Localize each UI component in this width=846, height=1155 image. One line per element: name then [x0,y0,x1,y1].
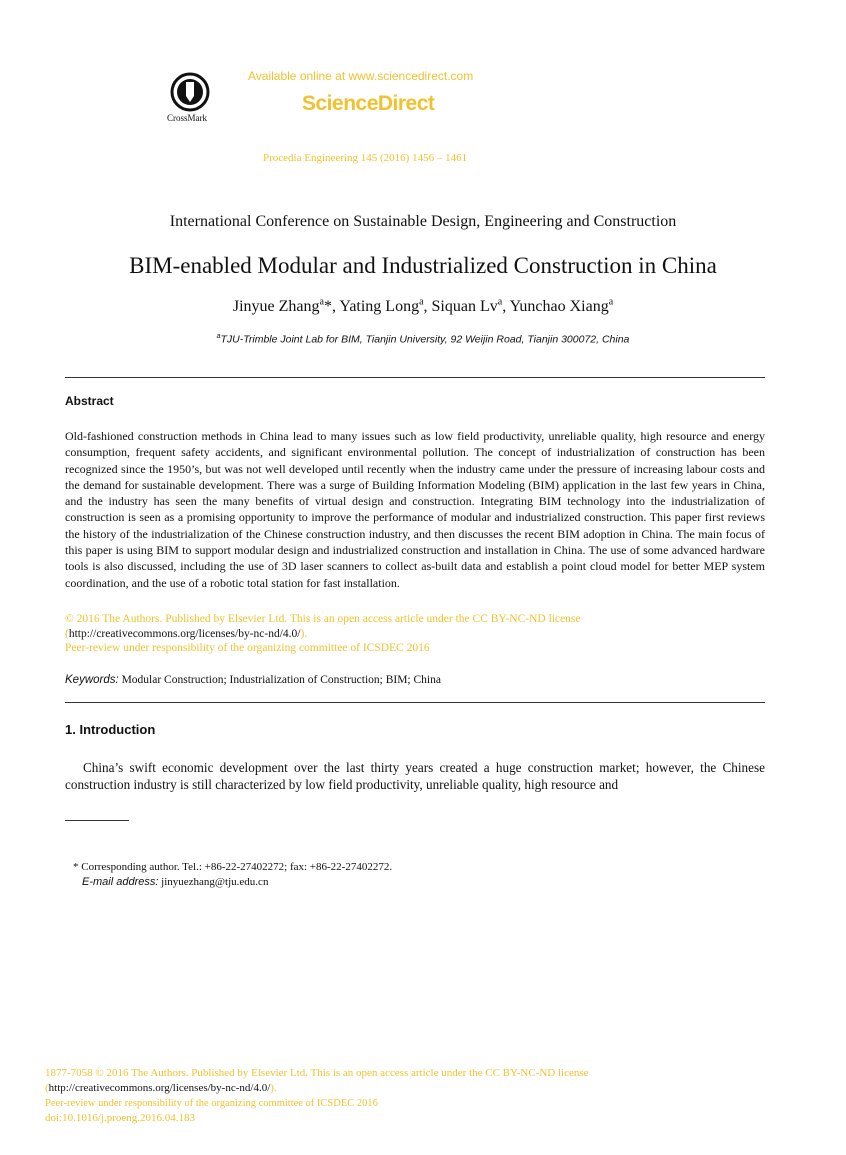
issn-line: 1877-7058 © 2016 The Authors. Published by Elsevier Ltd. This is an open access article under the CC BY-NC-ND license [45,1067,589,1079]
footer-peer-review: Peer-review under responsibility of the organizing committee of ICSDEC 2016 [45,1098,378,1109]
author: Siquan Lv$^a$, [431,297,510,316]
divider [65,702,765,703]
journal-reference: Procedia Engineering 145 (2016) 1456 – 1461 [263,152,468,164]
author-list [0,297,846,316]
sciencedirect-logo[interactable]: ScienceDirect [302,92,435,115]
abstract-text: Old-fashioned construction methods in China lead to many issues such as low field productivity, unreliable quality, high resource and energy consumption, frequent safety accidents, and significant environmental pollution. The concept of industrialization of construction has been recognized since the 1950’s, but was not well developed until recently when the industry came under the pressure of increasing labour costs and the demand for sustainable development. There was a surge of Building Information Modeling (BIM) application in the last few years in China, and the industry has seen the many benefits of virtual design and construction. Integrating BIM technology into the industrialization of construction is seen as a promising opportunity to improve the performance of modular and industrialized construction. This paper first reviews the history of the industrialization of the Chinese construction industry, and then discusses the recent BIM adoption in China. The main focus of this paper is using BIM to support modular design and industrialized construction and installation in China. The use of some advanced hardware tools is also discussed, including the use of 3D laser scanners to collect as-built data and establish a point cloud model for better MEP system coordination, and the use of a robotic total station for fast installation. [65,429,765,590]
section-heading-introduction: 1. Introduction [65,722,156,737]
abstract-license: © 2016 The Authors. Published by Elsevier Ltd. This is an open access article under the CC BY-NC-ND license (http://creativecommons.org/licenses/by-nc-nd/4.0/). Peer-review under responsibility of the organizing committee of ICSDEC 2016 [65,612,765,656]
footnote [73,860,392,890]
copyright-line: © 2016 The Authors. Published by Elsevier Ltd. This is an open access article under the CC BY-NC-ND license [65,613,581,625]
footer: 1877-7058 © 2016 The Authors. Published by Elsevier Ltd. This is an open access article under the CC BY-NC-ND license (http://creativecommons.org/licenses/by-nc-nd/4.0/). Peer-review under responsibility of the organizing committee of ICSDEC 2016 doi:10.1016/j.proeng.2016.04.183 [45,1067,589,1124]
keywords-label: Keywords: [65,674,119,686]
email-label: E-mail address: [82,876,159,888]
affiliation: $^a$TJU-Trimble Joint Lab for BIM, Tianjin University, 92 Weijin Road, Tianjin 300072, China [216,333,630,346]
keywords-text: Modular Construction; Industrialization of Construction; BIM; China [121,674,441,686]
keywords [65,674,441,686]
available-online-link[interactable]: Available online at www.sciencedirect.com [248,69,474,83]
crossmark-logo[interactable] [168,72,212,123]
crossmark-icon [170,72,210,112]
author: Yating Long$^a$, [339,297,432,316]
abstract-heading: Abstract [65,394,114,408]
author: Jinyue Zhang$^a$*, [232,297,340,316]
footer-license-link[interactable]: http://creativecommons.org/licenses/by-nc-nd/4.0/ [48,1082,271,1094]
paper-title: BIM-enabled Modular and Industrialized Construction in China [129,253,717,278]
divider [65,377,765,378]
license-link[interactable]: http://creativecommons.org/licenses/by-nc-nd/4.0/ [68,627,301,640]
peer-review-line: Peer-review under responsibility of the organizing committee of ICSDEC 2016 [65,642,430,654]
doi[interactable]: doi:10.1016/j.proeng.2016.04.183 [45,1112,196,1124]
conference-name: International Conference on Sustainable Design, Engineering and Construction [169,213,677,230]
author: Yunchao Xiang$^a$ [509,297,614,316]
footnote-divider [65,820,129,821]
crossmark-label: CrossMark [167,113,207,123]
introduction-text: China’s swift economic development over the last thirty years created a huge construction market; however, the Chinese construction industry is still characterized by low field productivity, unreliable quality, high resource and [65,760,765,792]
corresponding-author: * Corresponding author. Tel.: +86-22-27402272; fax: +86-22-27402272. [73,861,393,873]
email-address[interactable]: jinyuezhang@tju.edu.cn [161,876,269,888]
